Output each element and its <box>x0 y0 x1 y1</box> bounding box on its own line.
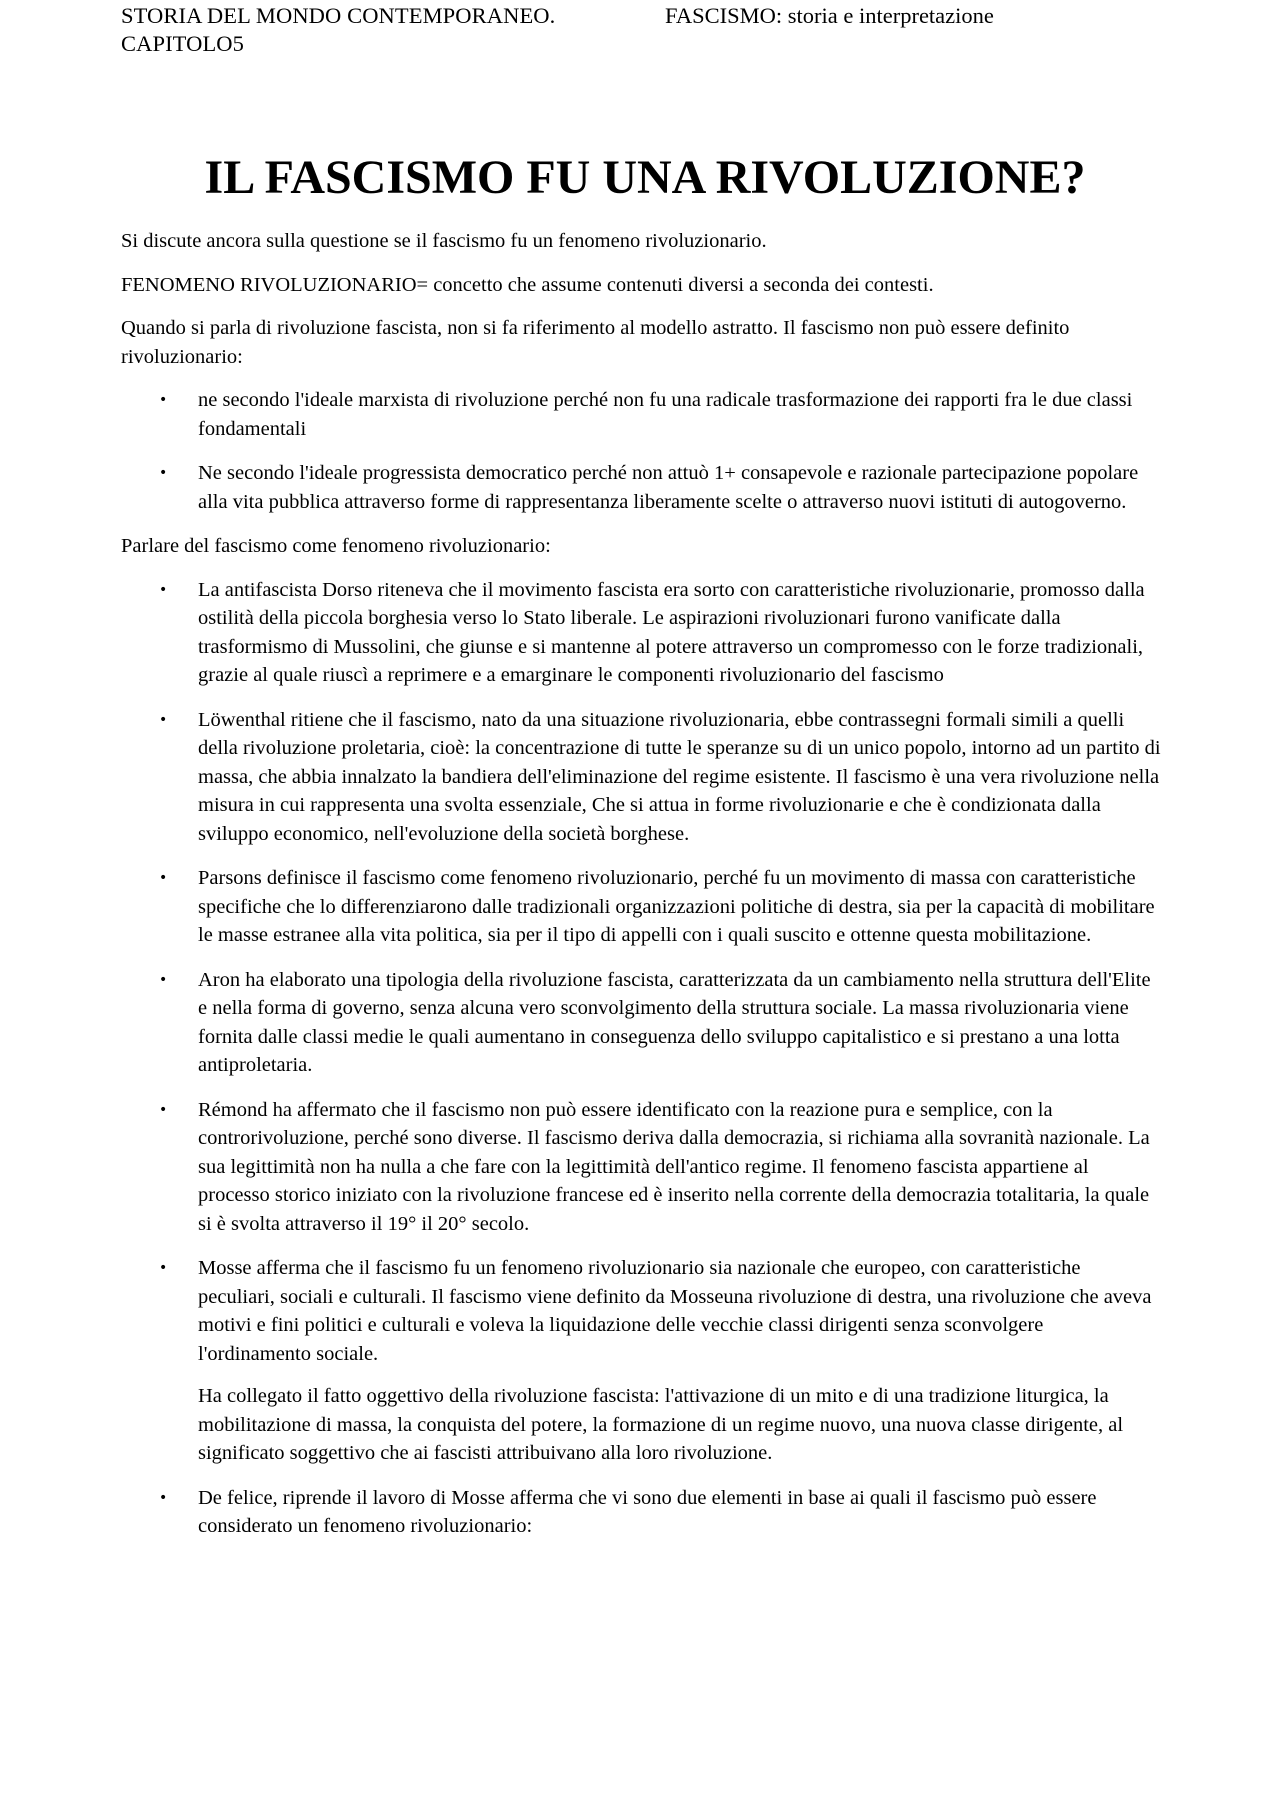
bullet-icon: • <box>159 1101 168 1118</box>
bullet-icon: • <box>159 1489 168 1506</box>
list-item-aron <box>121 966 1161 1080</box>
header-topic: FASCISMO: storia e interpretazione <box>665 3 994 28</box>
list-item-mosse <box>121 1254 1161 1468</box>
bullet-icon: • <box>159 870 168 886</box>
bullet-icon: • <box>159 1260 168 1276</box>
list-item-dorso <box>121 576 1161 690</box>
section-2-intro: Parlare del fascismo come fenomeno rivoluzionario: <box>121 535 551 557</box>
intro-paragraph-1: Si discute ancora sulla questione se il fascismo fu un fenomeno rivoluzionario. <box>121 230 767 252</box>
list-item-lowenthal <box>121 706 1161 849</box>
list-item-de-felice <box>121 1484 1161 1541</box>
list-item-text: Löwenthal ritiene che il fascismo, nato da una situazione rivoluzionaria, ebbe contrassegni formali simili a quelli della rivoluzione proletaria, cioè: la concentrazione di tutte le speranze su di un unico popolo, intorno ad un partito di massa, che abbia innalzato la bandiera dell'eliminazione del regime esistente. Il fascismo è una vera rivoluzione nella misura in cui rappresenta una svolta essenziale, Che si attua in forme rivoluzionarie e che è condizionata dalla sviluppo economico, nell'evoluzione della società borghese. <box>198 708 1161 845</box>
list-item-parsons <box>121 864 1161 950</box>
document-body <box>121 227 1161 1557</box>
list-item-text: ne secondo l'ideale marxista di rivoluzione perché non fu una radicale trasformazione dei rapporti fra le due classi fondamentali <box>198 389 1133 440</box>
list-item <box>121 459 1161 516</box>
header-course-title: STORIA DEL MONDO CONTEMPORANEO. CAPITOLO5 <box>121 3 556 56</box>
list-item-text: Ne secondo l'ideale progressista democratico perché non attuò 1+ consapevole e razionale partecipazione popolare alla vita pubblica attraverso forme di rappresentanza liberamente scelte o attraverso nuovi istituti di autogoverno. <box>198 462 1139 513</box>
not-revolutionary-list <box>121 386 1161 516</box>
bullet-icon: • <box>159 581 168 598</box>
list-item-text: Parsons definisce il fascismo come fenomeno rivoluzionario, perché fu un movimento di massa con caratteristiche specifiche che lo differenziarono dalle tradizionali organizzazioni politiche di destra, sia per la capacità di mobilitare le masse estranee alla vita politica, sia per il tipo di appelli con i quali suscito e ottenne questa mobilitazione. <box>198 867 1155 946</box>
interpretations-list <box>121 576 1161 1541</box>
list-item <box>121 386 1161 443</box>
list-item-text: La antifascista Dorso riteneva che il movimento fascista era sorto con caratteristiche rivoluzionarie, promosso dalla ostilità della piccola borghesia verso lo Stato liberale. Le aspirazioni rivoluzionari furono vanificate dalla trasformismo di Mussolini, che giunse e si mantenne al potere attraverso un compromesso con le forze tradizionali, grazie al quale riuscì a reprimere e a emarginare le componenti rivoluzionario del fascismo <box>198 578 1145 686</box>
list-item-continuation: Ha collegato il fatto oggettivo della rivoluzione fascista: l'attivazione di un mito e di una tradizione liturgica, la mobilitazione di massa, la conquista del potere, la formazione di un regime nuovo, una nuova classe dirigente, al significato soggettivo che ai fascisti attribuivano alla loro rivoluzione. <box>198 1385 1124 1464</box>
list-item-text: De felice, riprende il lavoro di Mosse afferma che vi sono due elementi in base ai quali il fascismo può essere considerato un fenomeno rivoluzionario: <box>198 1486 1097 1537</box>
list-item-remond <box>121 1096 1161 1239</box>
bullet-icon: • <box>159 711 168 728</box>
bullet-icon: • <box>159 465 168 481</box>
page-title: IL FASCISMO FU UNA RIVOLUZIONE? <box>204 151 1086 204</box>
intro-paragraph-2: FENOMENO RIVOLUZIONARIO= concetto che assume contenuti diversi a seconda dei contesti. <box>121 273 934 296</box>
intro-paragraph-3: Quando si parla di rivoluzione fascista, non si fa riferimento al modello astratto. Il fascismo non può essere definito rivoluzionario: <box>121 317 1070 368</box>
list-item-text: Aron ha elaborato una tipologia della rivoluzione fascista, caratterizzata da un cambiamento nella struttura dell'Elite e nella forma di governo, senza alcuna vero sconvolgimento della struttura sociale. La massa rivoluzionaria viene fornita dalle classi medie le quali aumentano in conseguenza dello sviluppo capitalistico e si prestano a una lotta antiproletaria. <box>198 968 1151 1076</box>
list-item-text: Rémond ha affermato che il fascismo non può essere identificato con la reazione pura e semplice, con la controrivoluzione, perché sono diverse. Il fascismo deriva dalla democrazia, si richiama alla sovranità nazionale. La sua legittimità non ha nulla a che fare con la legittimità dell'antico regime. Il fenomeno fascista appartiene al processo storico iniziato con la rivoluzione francese ed è inserito nella corrente della democrazia totalitaria, la quale si è svolta attraverso il 19° il 20° secolo. <box>198 1098 1150 1235</box>
bullet-icon: • <box>159 392 168 408</box>
bullet-icon: • <box>159 971 168 988</box>
list-item-text: Mosse afferma che il fascismo fu un fenomeno rivoluzionario sia nazionale che europeo, con caratteristiche peculiari, sociali e culturali. Il fascismo viene definito da Mosseuna rivoluzione di destra, una rivoluzione che aveva motivi e fini politici e culturali e voleva la liquidazione delle vecchie classi dirigenti senza sconvolgere l'ordinamento sociale. <box>198 1257 1152 1365</box>
